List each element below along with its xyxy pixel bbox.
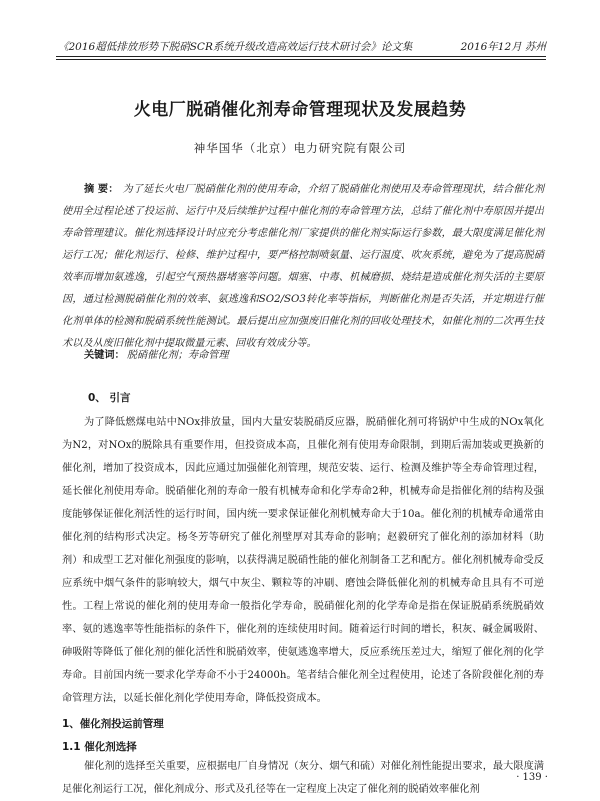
author-affiliation: 神华国华（北京）电力研究院有限公司 xyxy=(193,141,407,155)
keywords-label: 关键词： xyxy=(84,349,125,361)
running-header xyxy=(58,40,546,54)
section-1-1-body: 催化剂的选择至关重要，应根据电厂自身情况（灰分、烟气和硫）对催化剂性能提出要求，最大限度满足催化剂运行工况，催化剂成分、形式及孔径等在一定程度上决定了催化剂的脱硝效率催化剂 xyxy=(62,761,544,795)
header-rule-thick xyxy=(56,59,546,60)
page-number: · 139 · xyxy=(516,772,548,783)
section-0-heading: 0、 引言 xyxy=(88,392,131,404)
header-proceedings-title: 《2016超低排放形势下脱硝SCR系统升级改造高效运行技术研讨会》论文集 xyxy=(58,41,413,53)
abstract-label: 摘 要： xyxy=(84,183,119,195)
header-rule-thin xyxy=(56,56,546,57)
abstract xyxy=(62,178,544,355)
section-0-body: 为了降低燃煤电站中NOx排放量，国内大量安装脱硝反应器，脱硝催化剂可将锅炉中生成的NOx氧化为N2，对NOx的脱除具有重要作用，但投资成本高，且催化剂有使用寿命限制，到期后需加装或更换新的催化剂，增加了投资成本，因此应通过加强催化剂管理，规范安装、运行、检测及维护等全寿命管理过程，延长催化剂使用寿命。脱硝催化剂的寿命一般有机械寿命和化学寿命2种，机械寿命是指催化剂的结构及强度能够保证催化剂活性的运行时间，国内统一要求保证催化剂机械寿命大于10a。催化剂的机械寿命通常由催化剂的结构形式决定。杨冬芳等研究了催化剂壁厚对其寿命的影响；赵毅研究了催化剂的添加材料（助剂）和成型工艺对催化剂强度的影响，以获得满足脱硝性能的催化剂制备工艺和配方。催化剂机械寿命受反应系统中烟气条件的影响较大，烟气中灰尘、颗粒等的冲刷、磨蚀会降低催化剂的机械寿命且具有不可逆性。工程上常说的催化剂的使用寿命一般指化学寿命，脱硝催化剂的化学寿命是指在保证脱硝系统脱硝效率、氨的逃逸率等性能指标的条件下，催化剂的连续使用时间。随着运行时间的增长，积灰、碱金属吸附、砷吸附等降低了催化剂的催化活性和脱硝效率，使氨逃逸率增大，反应系统压差过大，缩短了催化剂的化学寿命。目前国内统一要求化学寿命不小于24000h。笔者结合催化剂全过程使用，论述了各阶段催化剂的寿命管理方法，以延长催化剂化学使用寿命，降低投资成本。 xyxy=(62,417,544,704)
paper-title: 火电厂脱硝催化剂寿命管理现状及发展趋势 xyxy=(133,100,467,120)
section-1-1-heading: 1.1 催化剂选择 xyxy=(62,741,137,753)
keywords-text: 脱硝催化剂；寿命管理 xyxy=(126,350,229,361)
section-1-heading: 1、催化剂投运前管理 xyxy=(62,718,164,730)
abstract-text: 为了延长火电厂脱硝催化剂的使用寿命，介绍了脱硝催化剂使用及寿命管理现状，结合催化剂使用全过程论述了投运前、运行中及后续维护过程中催化剂的寿命管理方法，总结了催化剂中寿原因并提出寿命管理建议。催化剂选择设计时应充分考虑催化剂厂家提供的催化剂实际运行参数，最大限度满足催化剂运行工况；催化剂运行、检修、维护过程中，要严格控制喷氨量、运行温度、吹灰系统，避免为了提高脱硝效率而增加氨逃逸，引起空气预热器堵塞等问题。烟塞、中毒、机械磨损、烧结是造成催化剂失活的主要原因，通过检测脱硝催化剂的效率、氨逃逸和SO2/SO3转化率等指标，判断催化剂是否失活，并定期进行催化剂单体的检测和脱硝系统性能测试。最后提出应加强废旧催化剂的回收处理技术，如催化剂的二次再生技术以及从废旧催化剂中提取微量元素、回收有效成分等。 xyxy=(62,184,545,349)
keywords xyxy=(84,346,544,361)
header-date-location: 2016年12月 苏州 xyxy=(460,41,546,53)
